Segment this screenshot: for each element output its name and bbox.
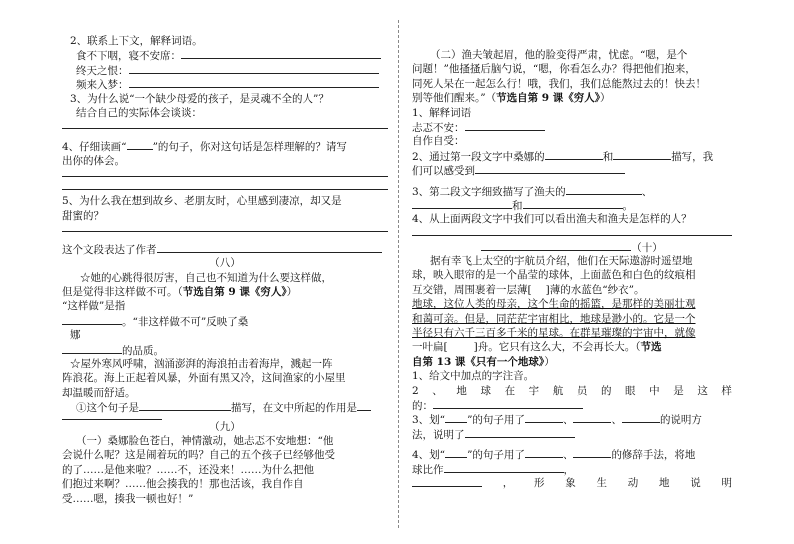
answer-blank[interactable] [613, 149, 671, 160]
passage-10-line: 球，映入眼帘的是一个晶莹的球体，上面蓝色和白色的纹痕相 [412, 269, 696, 282]
answer-line[interactable] [62, 223, 388, 232]
question-8-line: 的品质。 [62, 343, 388, 357]
question-8-line: 娜 [70, 329, 81, 342]
section-8-heading: （八） [209, 257, 241, 270]
answer-blank[interactable] [129, 77, 379, 88]
answer-blank[interactable] [433, 398, 583, 409]
q5-line2: 甜蜜的？ [62, 209, 104, 222]
answer-blank[interactable] [573, 412, 611, 423]
q10-3-cont: 法，说明了 [412, 427, 732, 441]
answer-blank[interactable] [444, 462, 564, 473]
r-question-2-cont: 们可以感受到 [412, 163, 732, 177]
answer-blank[interactable] [62, 343, 122, 354]
answer-blank[interactable] [412, 198, 512, 209]
passage-8b-line: ☆屋外寒风呼啸，汹涌澎湃的海浪拍击着海岸，溅起一阵 [70, 358, 333, 371]
answer-blank[interactable] [622, 412, 660, 423]
q3-line2: 结合自己的实际体会谈谈： [76, 106, 202, 119]
answer-blank[interactable] [573, 447, 611, 458]
passage-10-line: 一叶扁[ ]舟。它只有这么大，不会再长大。（节选 [412, 341, 662, 354]
passage-2-line: 别等他们醒来。”（节选自第 9 课《穷人》） [412, 92, 611, 105]
passage-2-line: 同死人呆在一起怎么行！哦，我们，我们总能熬过去的！快去！ [412, 77, 706, 90]
question-8-line: 。“非这样做不可”反映了桑 [62, 314, 388, 328]
passage-8-line: ☆她的心跳得很厉害，自己也不知道为什么要这样做， [80, 271, 332, 284]
passage-10-line: 自第 13 课《只有一个地球》） [412, 355, 555, 368]
r-question-2: 2、通过第一段文字中桑娜的 和 描写，我 [412, 150, 714, 163]
passage-2-line: （二）渔夫皱起眉，他的脸变得严肃，忧虑。“嗯，是个 [430, 49, 688, 61]
answer-blank[interactable] [412, 476, 482, 487]
section-10-heading: （十） [412, 240, 732, 254]
q10-2: 2 、 地 球 在 宇 航 员 的 眼 中 是 这 样 [412, 384, 732, 397]
passage-10-line: 地球，这位人类的母亲，这个生命的摇篮，是那样的美丽壮观 [412, 298, 696, 311]
passage-10-line: 互交错，周围裹着一层薄[ ]薄的水蓝色“纱衣”。 [412, 283, 645, 296]
passage-9-line: 们抱过来啊？……他会揍我的！那也活该，我自作自 [62, 478, 304, 491]
answer-blank[interactable] [62, 314, 122, 325]
q10-4: 4、划“ ”的句子用了 、 的修辞手法，将地 [412, 449, 696, 462]
left-column [62, 34, 388, 506]
summary-line: 这个文段表达了作者 [62, 242, 388, 256]
answer-blank[interactable] [545, 149, 603, 160]
q4-line1: 4、仔细读画“ ”的句子，你对这句话是怎样理解的？请写 [62, 141, 347, 154]
answer-blank[interactable] [525, 412, 563, 423]
answer-blank[interactable] [129, 63, 379, 74]
answer-blank[interactable] [566, 184, 642, 195]
answer-line[interactable] [412, 227, 732, 236]
q2-title: 2、联系上下文，解释词语。 [70, 35, 203, 47]
passage-10-line: 半径只有六千三百多千米的星球。在群星璀璨的宇宙中，就像 [412, 327, 696, 340]
answer-line[interactable] [62, 181, 388, 190]
q10-4-cont2: ， 形 象 生 动 地 说 明 [412, 476, 732, 490]
passage-9-line: 受……嗯，揍我一顿也好！” [62, 492, 194, 505]
q10-4-cont: 球比作 ， [412, 463, 574, 476]
passage-9-line: 的了……是他来啦？……不，还没来！……为什么把他 [62, 463, 314, 476]
passage-2-line: 问题！”他搔搔后脑勺说，“嗯，你看怎么办？得把他们抱来， [412, 63, 696, 76]
question-8b-line: ①这个句子是 描写，在文中所起的作用是 [62, 400, 388, 414]
q5-line1: 5、为什么我在想到故乡、老朋友时，心里感到凄凉，却又是 [62, 195, 342, 208]
answer-blank[interactable] [357, 400, 371, 411]
q2-item-c: 频来入梦： [62, 77, 388, 91]
underline-mark [127, 139, 153, 150]
answer-blank[interactable] [475, 163, 625, 174]
q4-line2: 出你的体会。 [62, 154, 125, 167]
answer-blank[interactable] [181, 48, 381, 59]
column-divider [398, 20, 399, 528]
r-question-1b: 自作自受： [412, 135, 465, 148]
question-8-line: “这样做”是指 [62, 300, 126, 313]
answer-line[interactable] [62, 168, 388, 177]
underline-mark [445, 412, 467, 423]
answer-blank[interactable] [465, 120, 545, 131]
answer-line[interactable] [62, 120, 388, 129]
r-question-1: 1、解释词语 [412, 106, 472, 119]
r-question-4: 4、从上面两段文字中我们可以看出渔夫和渔夫是怎样的人？ [412, 213, 692, 226]
answer-blank[interactable] [465, 427, 575, 438]
q10-2-cont: 的： [412, 398, 732, 412]
answer-blank[interactable] [525, 447, 563, 458]
r-question-3: 3、第二段文字细致描写了渔夫的 、 [412, 185, 653, 198]
q10-3: 3、划“ ”的句子用了 、 、 的说明方 [412, 414, 702, 427]
q10-1: 1、给文中加点的字注音。 [412, 370, 535, 383]
passage-8b-line: 却温暖而舒适。 [62, 386, 136, 399]
underline-mark [445, 447, 467, 458]
answer-blank[interactable] [481, 240, 631, 251]
q3-line1: 3、为什么说“一个缺少母爱的孩子，是灵魂不全的人”？ [70, 92, 329, 105]
q2-item-b: 终天之恨： [62, 63, 388, 77]
r-question-1a: 忐忑不安： [412, 120, 732, 134]
r-question-3-cont: 和 。 [412, 198, 732, 212]
passage-9-line: 会说什么呢？这是闹着玩的吗？自己的五个孩子已经够他受 [62, 449, 335, 462]
q2-item-a: 食不下咽，寝不安席： [62, 48, 388, 62]
passage-9-line: （一）桑娜脸色苍白，神情激动，她忐忑不安地想：“他 [76, 434, 334, 447]
answer-blank[interactable] [157, 242, 382, 253]
passage-8-line: 但是觉得非这样做不可。（节选自第 9 课《穷人》） [62, 286, 298, 299]
passage-8b-line: 阵浪花。海上正起着风暴，外面有黑又冷，这间渔家的小屋里 [62, 372, 346, 385]
answer-blank[interactable] [523, 198, 623, 209]
section-9-heading: （九） [209, 420, 241, 433]
passage-10-line: 据有幸飞上太空的宇航员介绍，他们在天际遨游时遥望地 [430, 255, 693, 268]
passage-10-line: 和蔼可亲。但是，同茫茫宇宙相比，地球是渺小的。它是一个 [412, 312, 696, 325]
answer-blank[interactable] [139, 400, 231, 411]
right-column [412, 48, 732, 490]
